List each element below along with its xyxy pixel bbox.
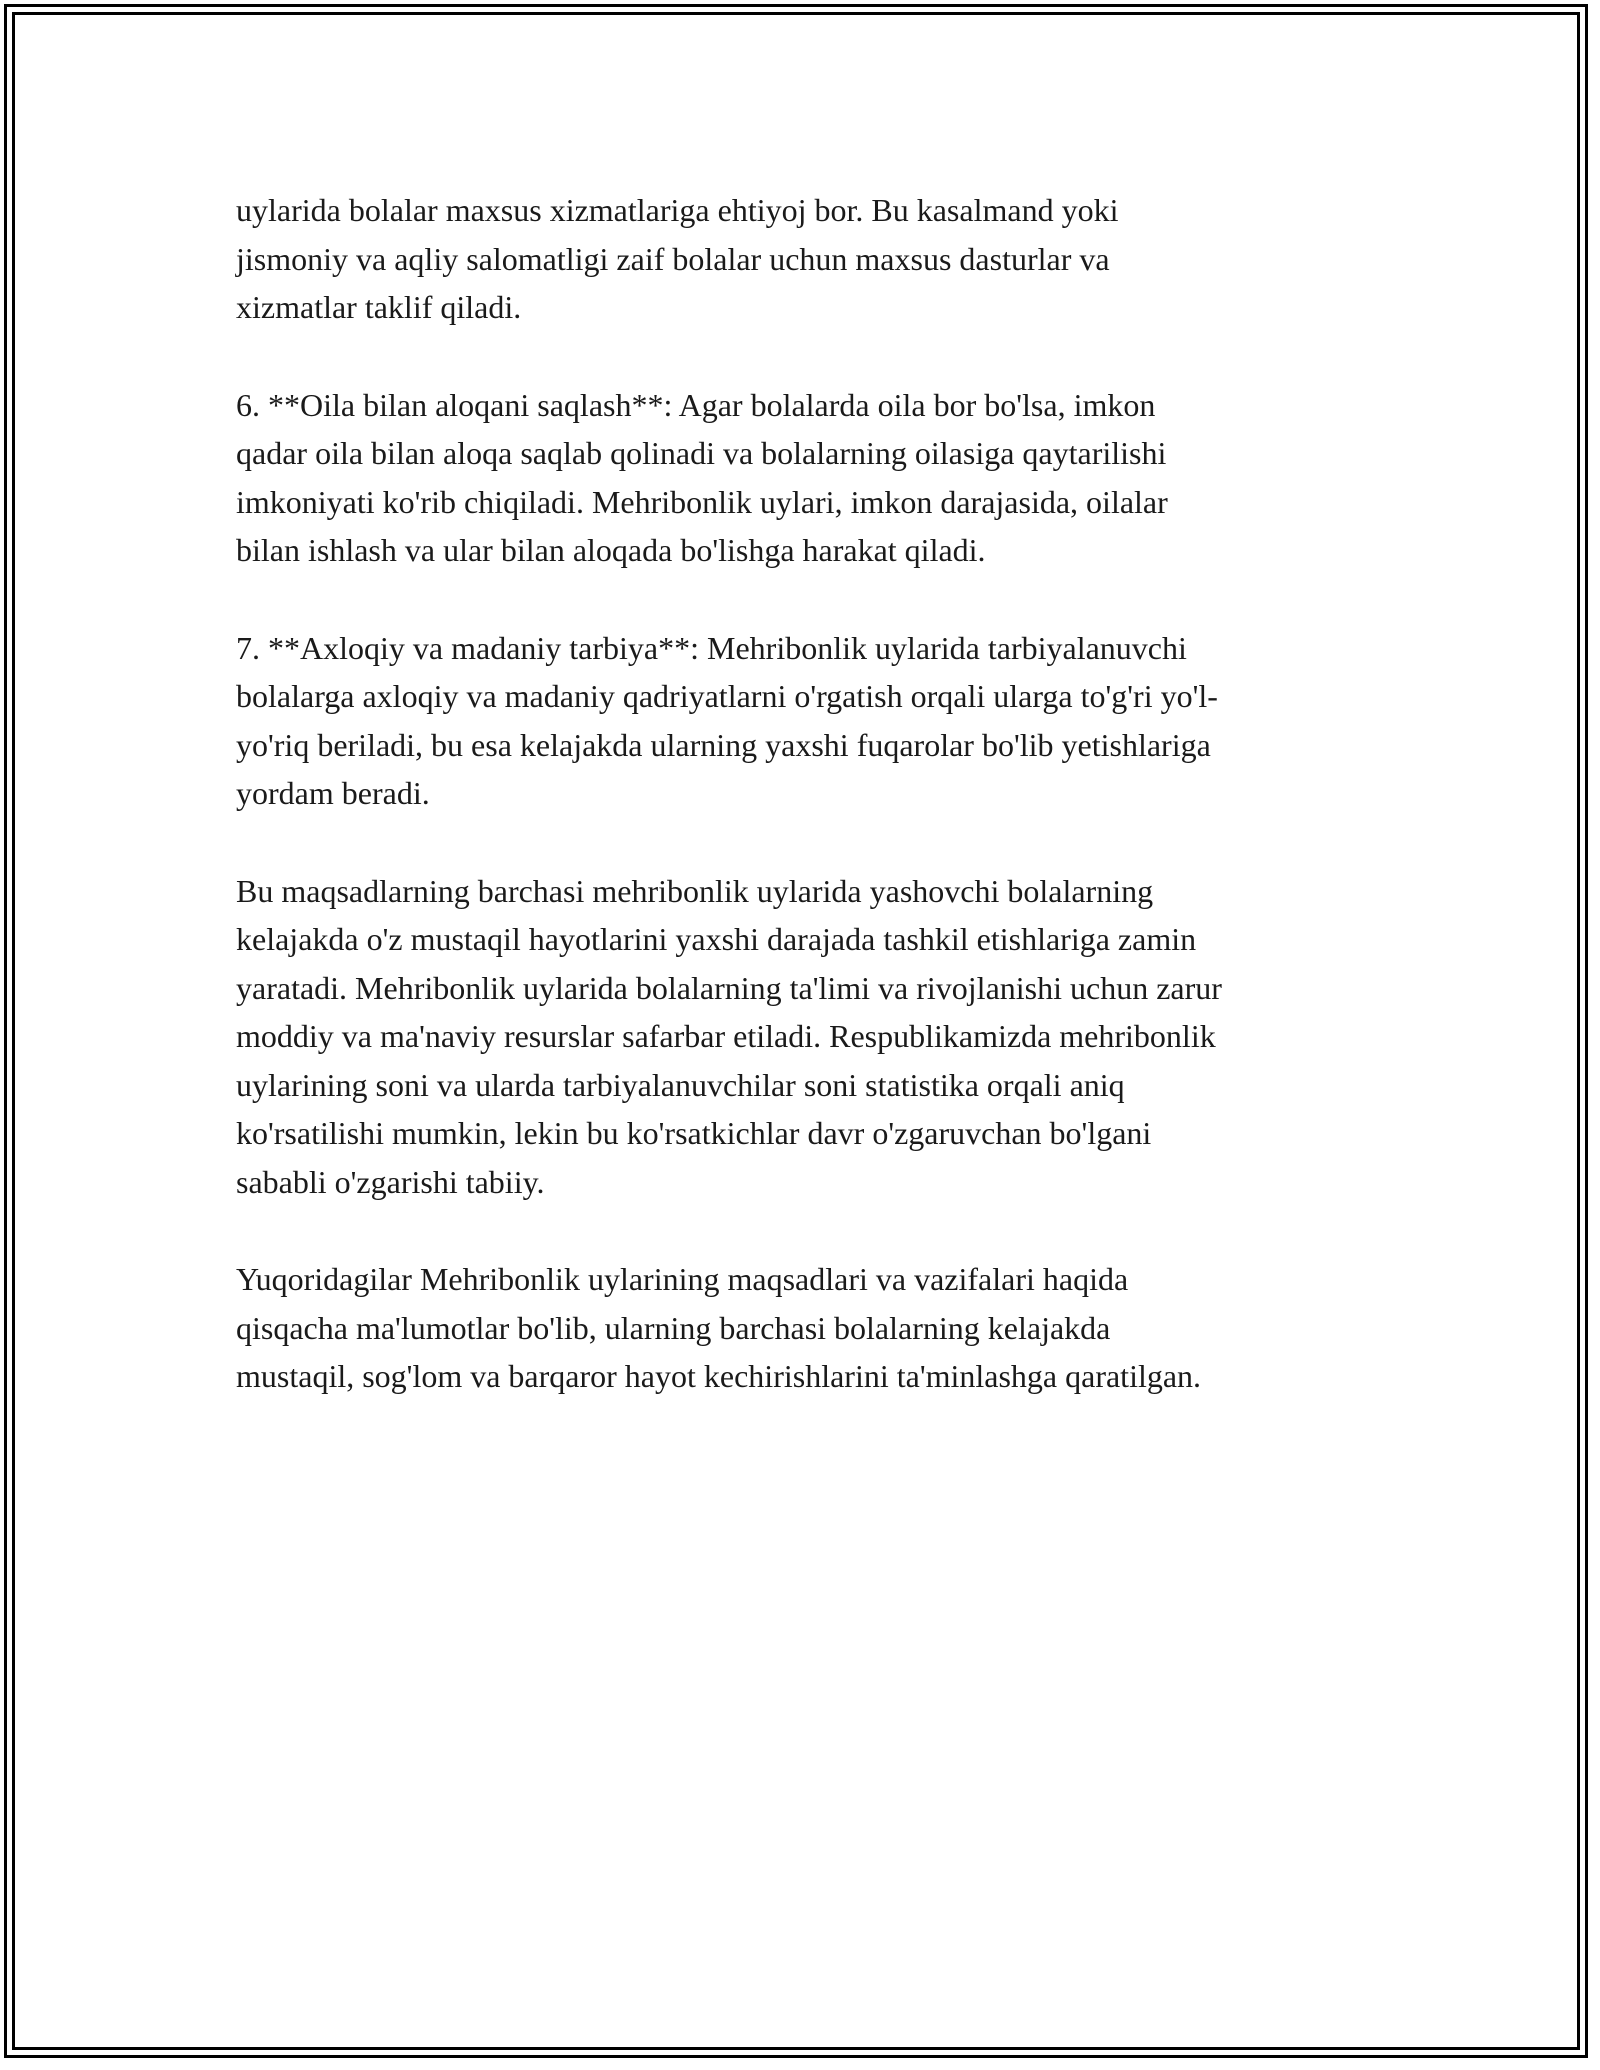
document-body — [236, 186, 1386, 1450]
paragraph-special-needs-continuation: uylarida bolalar maxsus xizmatlariga ehtiyoj bor. Bu kasalmand yoki jismoniy va aqliy salomatligi zaif bolalar uchun maxsus dasturlar va xizmatlar taklif qiladi. — [236, 192, 1119, 325]
paragraph-family-contact: 6. **Oila bilan aloqani saqlash**: Agar bolalarda oila bor bo'lsa, imkon qadar oila bilan aloqa saqlab qolinadi va bolalarning oilasiga qaytarilishi imkoniyati ko'rib chiqiladi. Mehribonlik uylari, imkon darajasida, oilalar bilan ishlash va ular bilan aloqada bo'lishga harakat qiladi. — [236, 386, 1168, 568]
paragraph-moral-education: 7. **Axloqiy va madaniy tarbiya**: Mehribonlik uylarida tarbiyalanuvchi bolalarga axloqiy va madaniy qadriyatlarni o'rgatish orqali ularga to'g'ri yo'l- yo'riq beriladi, bu esa kelajakda ularning yaxshi fuqarolar bo'lib yetishlariga yordam beradi. — [236, 629, 1218, 811]
paragraph-goals-summary: Bu maqsadlarning barchasi mehribonlik uylarida yashovchi bolalarning kelajakda o'z mustaqil hayotlarini yaxshi darajada tashkil etishlariga zamin yaratadi. Mehribonlik uylarida bolalarning ta'limi va rivojlanishi uchun zarur moddiy va ma'naviy resurslar safarbar etiladi. Respublikamizda mehribonlik uylarining soni va ularda tarbiyalanuvchilar soni statistika orqali aniq ko'rsatilishi mumkin, lekin bu ko'rsatkichlar davr o'zgaruvchan bo'lgani sababli o'zgarishi tabiiy. — [236, 872, 1222, 1200]
paragraph-conclusion: Yuqoridagilar Mehribonlik uylarining maqsadlari va vazifalari haqida qisqacha ma'lumotlar bo'lib, ularning barchasi bolalarning kelajakda mustaqil, sog'lom va barqaror hayot kechirishlarini ta'minlashga qaratilgan. — [236, 1261, 1202, 1394]
